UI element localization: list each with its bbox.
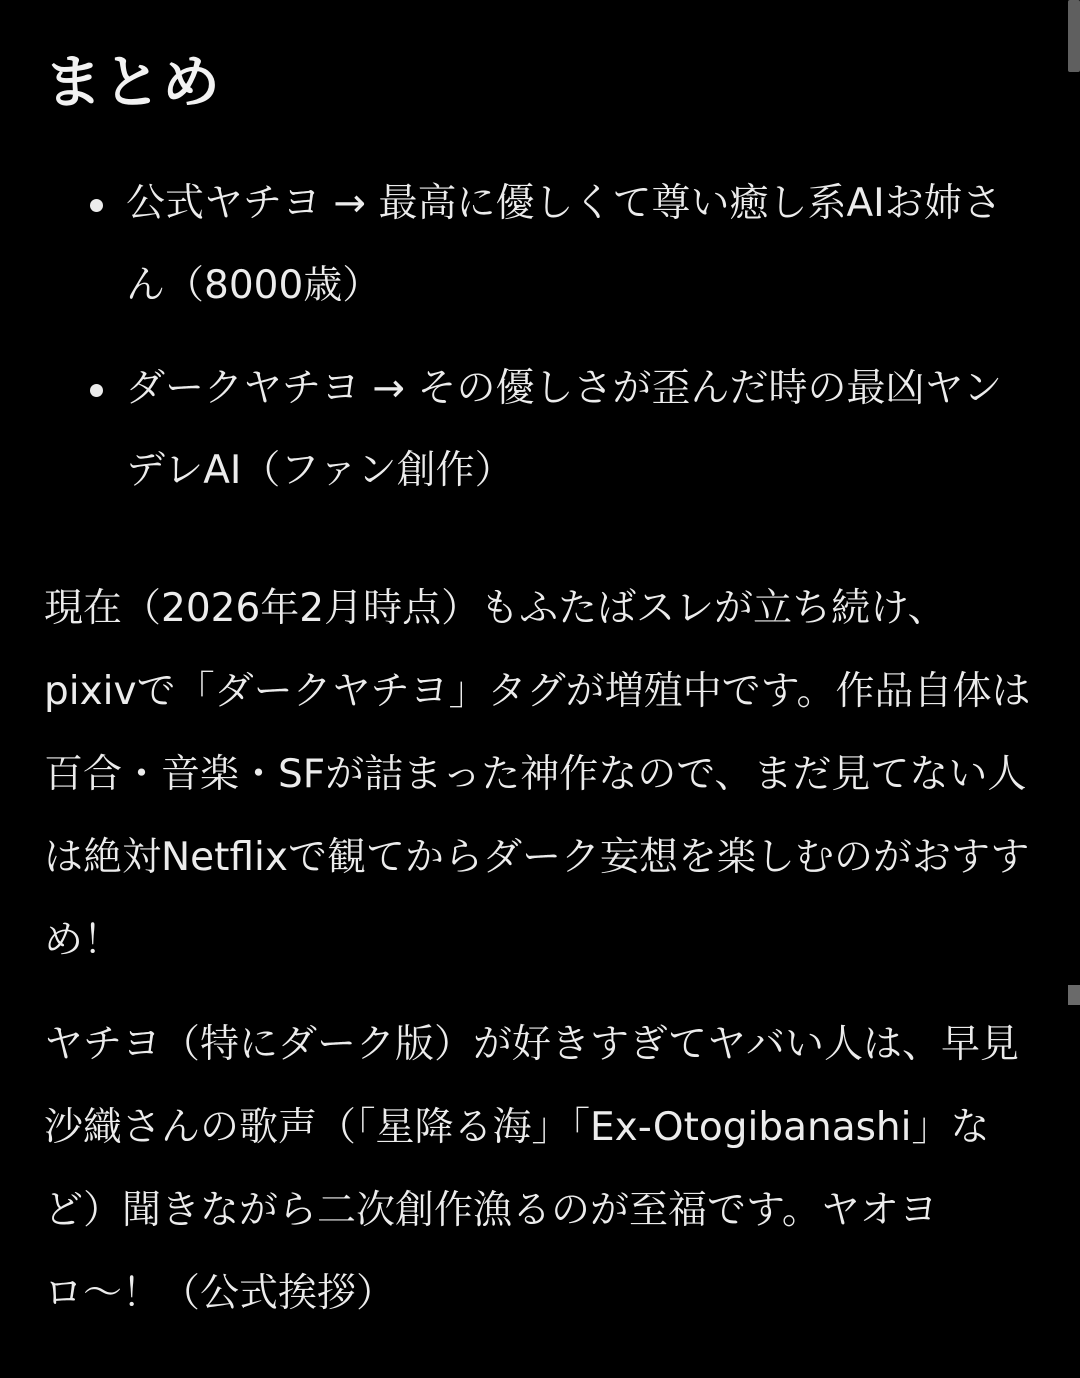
paragraph-recommendation: ヤチヨ（特にダーク版）が好きすぎてヤバい人は、早見沙織さんの歌声（「星降る海」「Ex-Otogibanashi」など）聞きながら二次創作漁るのが至福です。ヤオヨロ〜！（公式挨拶） bbox=[44, 1022, 1020, 1316]
list-item: ダークヤチヨ → その優しさが歪んだ時の最凶ヤンデレAI（ファン創作） bbox=[44, 348, 1034, 512]
scrollbar[interactable] bbox=[1066, 0, 1080, 1378]
summary-heading: まとめ bbox=[44, 48, 222, 116]
scrollbar-thumb[interactable] bbox=[1068, 0, 1080, 72]
summary-list bbox=[44, 163, 1034, 533]
list-item: 公式ヤチヨ → 最高に優しくて尊い癒し系AIお姉さん（8000歳） bbox=[44, 163, 1034, 327]
scrollbar-marker bbox=[1068, 985, 1080, 1005]
paragraph-status: 現在（2026年2月時点）もふたばスレが立ち続け、pixivで「ダークヤチヨ」タグが増殖中です。作品自体は百合・音楽・SFが詰まった神作なので、まだ見てない人は絶対Netflixで観てからダーク妄想を楽しむのがおすすめ！ bbox=[44, 586, 1031, 963]
